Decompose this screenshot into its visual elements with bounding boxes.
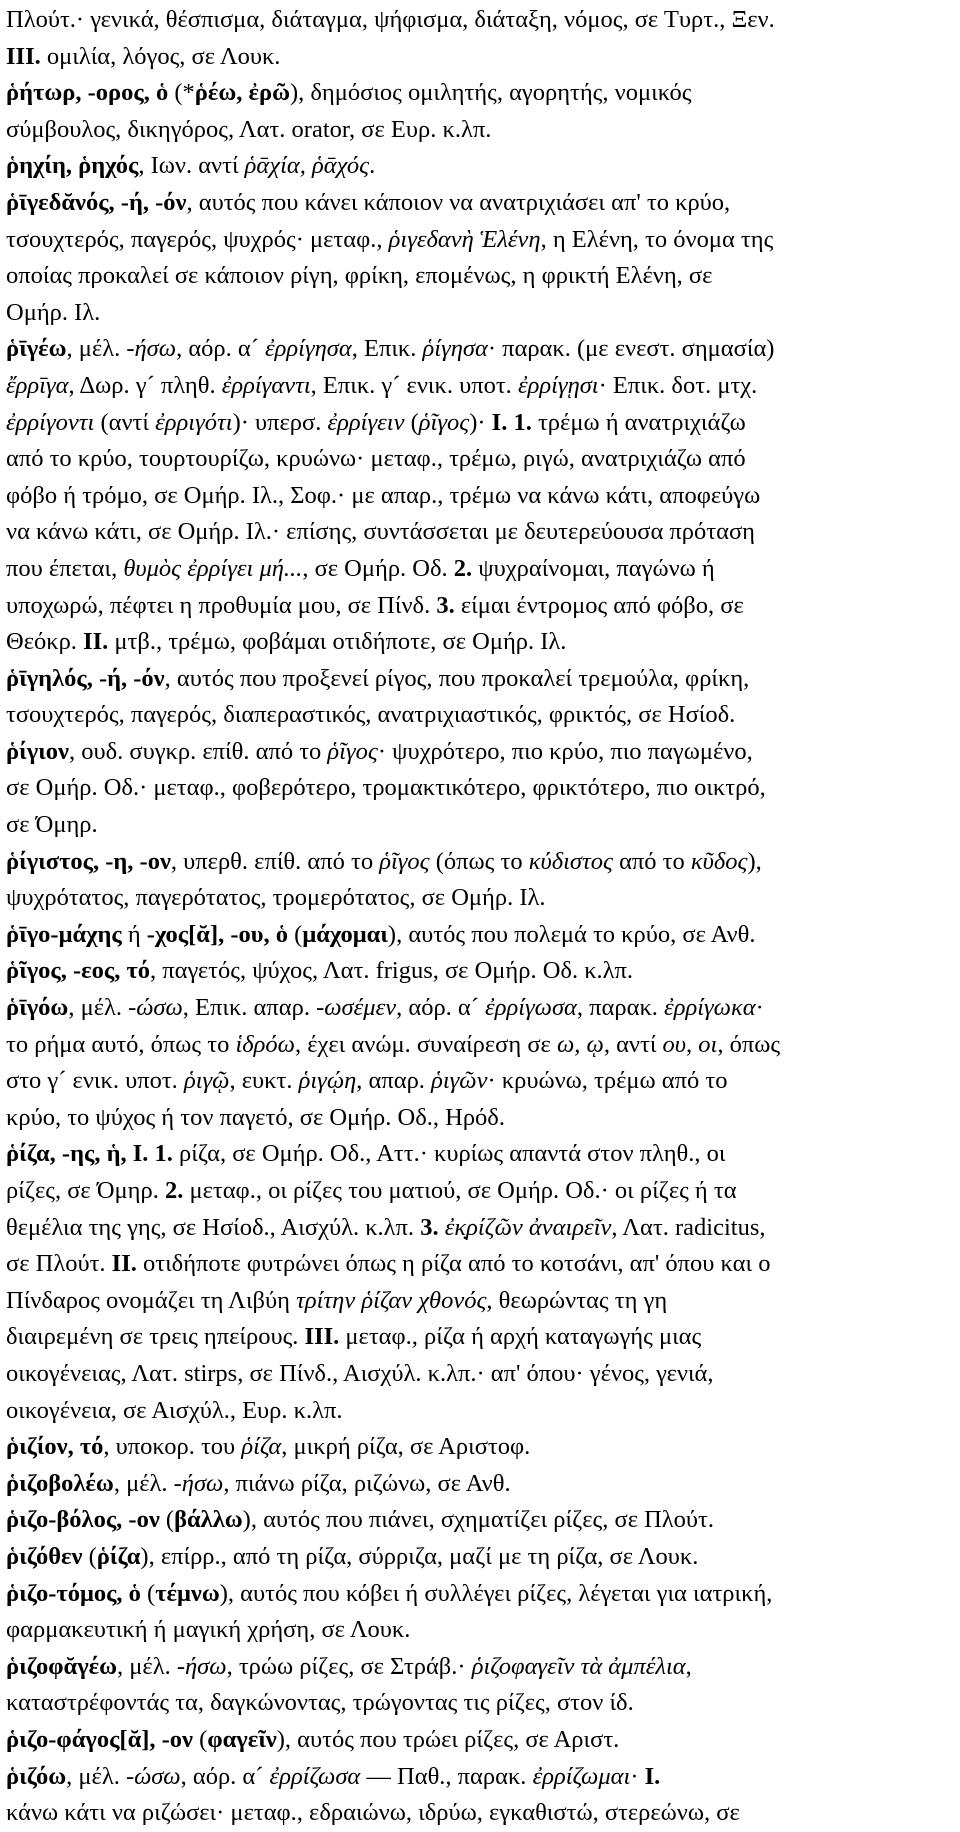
definition-text: ( <box>159 1506 175 1534</box>
italic-form-text: -ωσέμεν <box>316 994 397 1022</box>
definition-text: ), δημόσιος ομιλητής, αγορητής, νομικός <box>289 79 692 107</box>
definition-text: σύμβουλος, δικηγόρος, Λατ. orator, σε Ευρ. κ.λπ. <box>6 115 492 143</box>
definition-text: στο γ´ ενικ. υποτ. <box>6 1067 184 1095</box>
definition-text: , Λατ. radicitus, <box>611 1213 766 1241</box>
headword-text: II. <box>83 628 109 656</box>
definition-text: οικογένεια, σε Αισχύλ., Ευρ. κ.λπ. <box>6 1396 343 1424</box>
definition-text: ( <box>140 1579 156 1607</box>
text-line <box>6 807 954 844</box>
definition-text: ( <box>82 1542 97 1570</box>
italic-form-text: ῥιγῷ <box>183 1067 230 1095</box>
text-line <box>6 1539 954 1576</box>
text-line <box>6 844 954 881</box>
italic-form-text: κύδιστος <box>528 847 613 875</box>
text-line <box>6 1063 954 1100</box>
definition-text: , Επικ. γ´ ενικ. υποτ. <box>310 371 518 399</box>
text-line <box>6 1649 954 1686</box>
text-line <box>6 331 954 368</box>
headword-text: ῥῑγο-μάχης <box>6 920 122 948</box>
italic-form-text: ῥιγῴη <box>298 1067 357 1095</box>
headword-text: ῥηχίη, ῥηχός <box>6 152 139 180</box>
italic-form-text: ω, ῳ <box>556 1030 604 1058</box>
definition-text: ή <box>121 920 147 948</box>
headword-text: ῥέω, ἐρῶ <box>194 79 290 107</box>
text-line <box>6 1283 954 1320</box>
italic-form-text: ἐρρίγοντι <box>6 408 95 436</box>
italic-form-text: τρίτην ῥίζαν χθονός <box>296 1286 487 1314</box>
definition-text: , αυτός που προξενεί ρίγος, που προκαλεί τρεμούλα, φρίκη, <box>164 664 750 692</box>
definition-text: , μέλ. <box>66 1762 126 1790</box>
text-line <box>6 990 954 1027</box>
definition-text: σε Ομήρ. Οδ.· μεταφ., φοβερότερο, τρομακτικότερο, φρικτότερο, πιο οικτρό, <box>6 774 766 802</box>
definition-text: οποίας προκαλεί σε κάποιον ρίγη, φρίκη, επομένως, η φρικτή Ελένη, σε <box>6 262 713 290</box>
definition-text: ), αυτός που τρώει ρίζες, σε Αριστ. <box>276 1725 620 1753</box>
definition-text: οικογένειας, Λατ. stirps, σε Πίνδ., Αισχύλ. κ.λπ.· απ' όπου· γένος, γενιά, <box>6 1359 714 1387</box>
headword-text: ῥῖγος, -εος, τό <box>6 957 151 985</box>
italic-form-text: -ώσω <box>125 1762 181 1790</box>
definition-text: , υποκορ. του <box>103 1433 242 1461</box>
definition-text: φόβο ή τρόμο, σε Ομήρ. Ιλ., Σοφ.· με απαρ., τρέμω να κάνω κάτι, αποφεύγω <box>6 481 761 509</box>
text-line <box>6 441 954 478</box>
text-line <box>6 478 954 515</box>
headword-text: ΙΙΙ. <box>6 42 41 70</box>
text-line <box>6 1393 954 1430</box>
definition-text: , ευκτ. <box>229 1067 299 1095</box>
definition-text: , έχει ανώμ. συναίρεση σε <box>294 1030 557 1058</box>
italic-form-text: -ήσω <box>126 335 177 363</box>
definition-text: είμαι έντρομος από φόβο, σε <box>454 591 744 619</box>
headword-text: φαγεῖν <box>207 1725 277 1753</box>
definition-text: (αντί <box>94 408 156 436</box>
definition-text: ρίζα, σε Ομήρ. Οδ., Αττ.· κυρίως απαντά στον πληθ., οι <box>172 1140 726 1168</box>
definition-text: )· <box>469 408 492 436</box>
italic-form-text: ῥίζα <box>241 1433 282 1461</box>
text-line <box>6 551 954 588</box>
italic-form-text: ἐρρίγῃσι <box>517 371 599 399</box>
definition-text: τσουχτερός, παγερός, ψυχρός· μεταφ., <box>6 225 389 253</box>
text-line <box>6 1136 954 1173</box>
definition-text: , μέλ. <box>113 1469 174 1497</box>
definition-text: (όπως το <box>429 847 529 875</box>
definition-text: μτβ., τρέμω, φοβάμαι οτιδήποτε, σε Ομήρ. Ιλ. <box>108 628 567 656</box>
text-line <box>6 258 954 295</box>
text-line <box>6 1027 954 1064</box>
headword-text: ῥίζα, -ης, ἡ, I. 1. <box>6 1140 173 1168</box>
definition-text: ( <box>193 1725 208 1753</box>
text-line <box>6 734 954 771</box>
text-line <box>6 222 954 259</box>
italic-form-text: ῥῖγος <box>418 408 470 436</box>
text-line <box>6 697 954 734</box>
text-line <box>6 917 954 954</box>
definition-text: Θεόκρ. <box>6 628 84 656</box>
definition-text: διαιρεμένη σε τρεις ηπείρους. <box>6 1323 305 1351</box>
definition-text: ρίζες, σε Όμηρ. <box>6 1177 165 1204</box>
definition-text: , σε Ομήρ. Οδ. <box>302 554 454 582</box>
italic-form-text: ῥιζοφαγεῖν τὰ ἀμπέλια <box>471 1652 686 1680</box>
headword-text: 2. <box>453 554 473 582</box>
headword-text: ῥιζόθεν <box>6 1542 83 1570</box>
text-line <box>6 185 954 222</box>
italic-form-text: ἐρρίζωσα <box>269 1762 361 1790</box>
definition-text: , Επικ. <box>351 335 423 363</box>
headword-text: III. <box>304 1323 340 1351</box>
text-line <box>6 148 954 185</box>
headword-text: ῥήτωρ, -ορος, ὁ <box>6 79 169 107</box>
italic-form-text: κῦδος <box>690 847 748 875</box>
definition-text: (* <box>168 79 195 107</box>
definition-text: · <box>755 994 764 1022</box>
definition-text: · κρυώνω, τρέμω από το <box>487 1067 728 1095</box>
headword-text: ῥιζίον, τό <box>6 1433 104 1461</box>
definition-text: τσουχτερός, παγερός, διαπεραστικός, ανατριχιαστικός, φρικτός, σε Ησίοδ. <box>6 701 736 729</box>
definition-text: , αόρ. α´ <box>396 994 486 1022</box>
definition-text: από το <box>612 847 691 875</box>
definition-text: σε Πλούτ. <box>6 1250 112 1278</box>
italic-form-text: ἐρρίγαντι <box>221 371 311 399</box>
italic-form-text: ἐρρίγειν <box>327 408 405 436</box>
italic-form-text: ἐρρίζωμαι <box>532 1762 631 1790</box>
definition-text: , παρακ. <box>576 994 665 1022</box>
headword-text: ῥῑγεδᾰνός, -ή, -όν <box>6 188 187 216</box>
definition-text: φαρμακευτική ή μαγική χρήση, σε Λουκ. <box>6 1616 411 1644</box>
definition-text: , μέλ. <box>117 1652 177 1680</box>
definition-text: , μέλ. <box>66 335 127 363</box>
definition-text: καταστρέφοντάς τα, δαγκώνοντας, τρώγοντας τις ρίζες, στον ίδ. <box>6 1689 634 1717</box>
definition-text: ομιλία, λόγος, σε Λουκ. <box>40 42 281 70</box>
text-line <box>6 588 954 625</box>
headword-text: II. <box>111 1250 137 1278</box>
headword-text: ῥιζοβολέω <box>6 1469 114 1497</box>
italic-form-text: ῥιγῶν <box>431 1067 488 1095</box>
definition-text: , Ιων. αντί <box>138 152 245 180</box>
definition-text: Πλούτ.· γενικά, θέσπισμα, διάταγμα, ψήφισμα, διάταξη, νόμος, σε Τυρτ., Ξεν. <box>6 6 775 33</box>
headword-text: ῥιζο-βόλος, -ον <box>6 1506 160 1534</box>
text-line <box>6 953 954 990</box>
definition-text: υποχωρώ, πέφτει η προθυμία μου, σε Πίνδ. <box>6 591 437 619</box>
definition-text: θεμέλια της γης, σε Ησίοδ., Αισχύλ. κ.λπ. <box>6 1213 421 1241</box>
definition-text: , θεωρώντας τη γη <box>486 1286 668 1314</box>
text-line <box>6 1100 954 1137</box>
headword-text: 2. <box>164 1177 184 1204</box>
definition-text: , Επικ. απαρ. <box>182 994 317 1022</box>
italic-form-text: ἐρρίγωσα <box>485 994 577 1022</box>
headword-text: -χος[ᾰ], -ου, ὁ <box>146 920 289 948</box>
definition-text: , παγετός, ψύχος, Λατ. frigus, σε Ομήρ. Οδ. κ.λπ. <box>150 957 634 985</box>
text-line <box>6 1466 954 1503</box>
definition-text: , πιάνω ρίζα, ριζώνω, σε Ανθ. <box>223 1469 511 1497</box>
definition-text: ψυχρότατος, παγερότατος, τρομερότατος, σε Ομήρ. Ιλ. <box>6 884 546 912</box>
definition-text: · παρακ. (με ενεστ. σημασία) <box>487 335 775 363</box>
definition-text: να κάνω κάτι, σε Ομήρ. Ιλ.· επίσης, συντάσσεται με δευτερεύουσα πρόταση <box>6 518 755 546</box>
headword-text: I. <box>644 1762 661 1790</box>
text-line <box>6 1319 954 1356</box>
text-line <box>6 1173 954 1210</box>
definition-text: — Παθ., παρακ. <box>360 1762 533 1790</box>
headword-text: 3. <box>436 591 455 619</box>
headword-text: ῥῑγέω <box>6 335 67 363</box>
text-line <box>6 75 954 112</box>
headword-text: ῥίζα <box>96 1542 141 1570</box>
text-line <box>6 295 954 332</box>
headword-text: ῥίγιον <box>6 737 69 765</box>
definition-text: · <box>630 1762 645 1790</box>
italic-form-text: ἔρρῑγα <box>6 371 69 399</box>
definition-text: , αυτός που κάνει κάποιον να ανατριχιάσει απ' το κρύο, <box>186 188 731 216</box>
definition-text: σε Όμηρ. <box>6 811 98 839</box>
definition-text: · ψυχρότερο, πιο κρύο, πιο παγωμένο, <box>377 737 753 765</box>
italic-form-text: ῥῖγος <box>379 847 430 875</box>
definition-text: ( <box>288 920 303 948</box>
text-line <box>6 770 954 807</box>
definition-text: το ρήμα αυτό, όπως το <box>6 1030 236 1058</box>
italic-form-text: ἱδρόω <box>235 1030 295 1058</box>
text-line <box>6 624 954 661</box>
text-line <box>6 2 954 39</box>
definition-text: , αόρ. α´ <box>176 335 265 363</box>
text-line <box>6 1502 954 1539</box>
italic-form-text: ἐρριγότι <box>155 408 233 436</box>
definition-text: , <box>685 1652 692 1680</box>
definition-text: , μέλ. <box>68 994 129 1022</box>
text-line <box>6 1612 954 1649</box>
definition-text: ( <box>404 408 419 436</box>
text-line <box>6 880 954 917</box>
headword-text: ῥιζόω <box>6 1762 67 1790</box>
text-line <box>6 1246 954 1283</box>
headword-text: 3. <box>420 1213 439 1241</box>
italic-form-text: ἐρρίγωκα <box>664 994 756 1022</box>
definition-text: · Επικ. δοτ. μτχ. <box>598 371 758 399</box>
headword-text: I. 1. <box>491 408 532 436</box>
text-line <box>6 661 954 698</box>
definition-text: κάνω κάτι να ριζώσει· μεταφ., εδραιώνω, ιδρύω, εγκαθιστώ, στερεώνω, σε <box>6 1799 740 1827</box>
headword-text: ῥῑγόω <box>6 994 69 1022</box>
definition-text: ψυχραίνομαι, παγώνω ή <box>472 554 715 582</box>
definition-text: οτιδήποτε φυτρώνει όπως η ρίζα από το κοτσάνι, απ' όπου και ο <box>136 1250 771 1278</box>
text-line <box>6 1429 954 1466</box>
definition-text: τρέμω ή ανατριχιάζω <box>531 408 746 436</box>
italic-form-text: -ήσω <box>173 1469 224 1497</box>
text-line <box>6 405 954 442</box>
headword-text: ῥιζο-τόμος, ὁ <box>6 1579 141 1607</box>
headword-text: μάχομαι <box>302 920 388 948</box>
definition-text: , αόρ. α´ <box>180 1762 270 1790</box>
headword-text: ῥῑγηλός, -ή, -όν <box>6 664 165 692</box>
definition-text: . <box>369 152 376 180</box>
text-line <box>6 1722 954 1759</box>
text-line <box>6 1759 954 1796</box>
definition-text: Πίνδαρος ονομάζει τη Λιβύη <box>6 1286 297 1314</box>
definition-text: , τρώω ρίζες, σε Στράβ.· <box>226 1652 472 1680</box>
italic-form-text: -ήσω <box>176 1652 227 1680</box>
italic-form-text: ἐρρίγησα <box>265 335 352 363</box>
definition-text: , υπερθ. επίθ. από το <box>170 847 380 875</box>
text-line <box>6 1210 954 1247</box>
italic-form-text: ῥίγησα <box>422 335 488 363</box>
headword-text: ῥιζοφᾰγέω <box>6 1652 118 1680</box>
definition-text: , απαρ. <box>356 1067 432 1095</box>
italic-form-text: ου, οι <box>662 1030 718 1058</box>
definition-text: , η Ελένη, το όνομα της <box>540 225 774 253</box>
italic-form-text: θυμὸς ἐρρίγει μή... <box>123 554 303 582</box>
definition-text: μεταφ., οι ρίζες του ματιού, σε Ομήρ. Οδ.· οι ρίζες ή τα <box>183 1177 737 1204</box>
definition-text: Ομήρ. Ιλ. <box>6 298 101 326</box>
definition-text: , ουδ. συγκρ. επίθ. από το <box>68 737 328 765</box>
definition-text: , αντί <box>603 1030 663 1058</box>
text-line <box>6 39 954 76</box>
definition-text: ), <box>747 847 762 875</box>
text-line <box>6 1576 954 1613</box>
italic-form-text: ἐκ̣ρίζῶν ἀναιρεῖν <box>444 1213 612 1241</box>
definition-text: ), επίρρ., από τη ρίζα, σύρριζα, μαζί με τη ρίζα, σε Λουκ. <box>140 1542 699 1570</box>
definition-text: ), αυτός που πολεμά το κρύο, σε Ανθ. <box>387 920 756 948</box>
definition-text: από το κρύο, τουρτουρίζω, κρυώνω· μεταφ., τρέμω, ριγώ, ανατριχιάζω από <box>6 445 746 473</box>
entries-text <box>6 2 954 1832</box>
definition-text: ), αυτός που πιάνει, σχηματίζει ρίζες, σε Πλούτ. <box>242 1506 715 1534</box>
definition-text: , μικρή ρίζα, σε Αριστοφ. <box>281 1433 531 1461</box>
italic-form-text: ῥιγεδανὴ Ἑλένη <box>388 225 541 253</box>
text-line <box>6 514 954 551</box>
definition-text: μεταφ., ρίζα ή αρχή καταγωγής μιας <box>339 1323 702 1351</box>
italic-form-text: ῥῖγος <box>327 737 378 765</box>
headword-text: τέμνω <box>155 1579 220 1607</box>
text-line <box>6 368 954 405</box>
definition-text: , όπως <box>717 1030 781 1058</box>
text-line <box>6 1685 954 1722</box>
definition-text: ), αυτός που κόβει ή συλλέγει ρίζες, λέγεται για ιατρική, <box>219 1579 773 1607</box>
text-line <box>6 112 954 149</box>
definition-text: )· υπερσ. <box>232 408 328 436</box>
definition-text: , Δωρ. γ´ πληθ. <box>68 371 222 399</box>
headword-text: βάλλω <box>174 1506 243 1534</box>
headword-text: ῥιζο-φάγος[ᾰ], -ον <box>6 1725 194 1753</box>
text-line <box>6 1795 954 1832</box>
italic-form-text: -ώσω <box>128 994 183 1022</box>
text-line <box>6 1356 954 1393</box>
definition-text: κρύο, το ψύχος ή τον παγετό, σε Ομήρ. Οδ., Ηρόδ. <box>6 1103 505 1131</box>
definition-text: που έπεται, <box>6 554 124 582</box>
headword-text: ῥίγιστος, -η, -ον <box>6 847 171 875</box>
italic-form-text: ῥᾱχία, ῥᾱχός <box>244 152 370 180</box>
